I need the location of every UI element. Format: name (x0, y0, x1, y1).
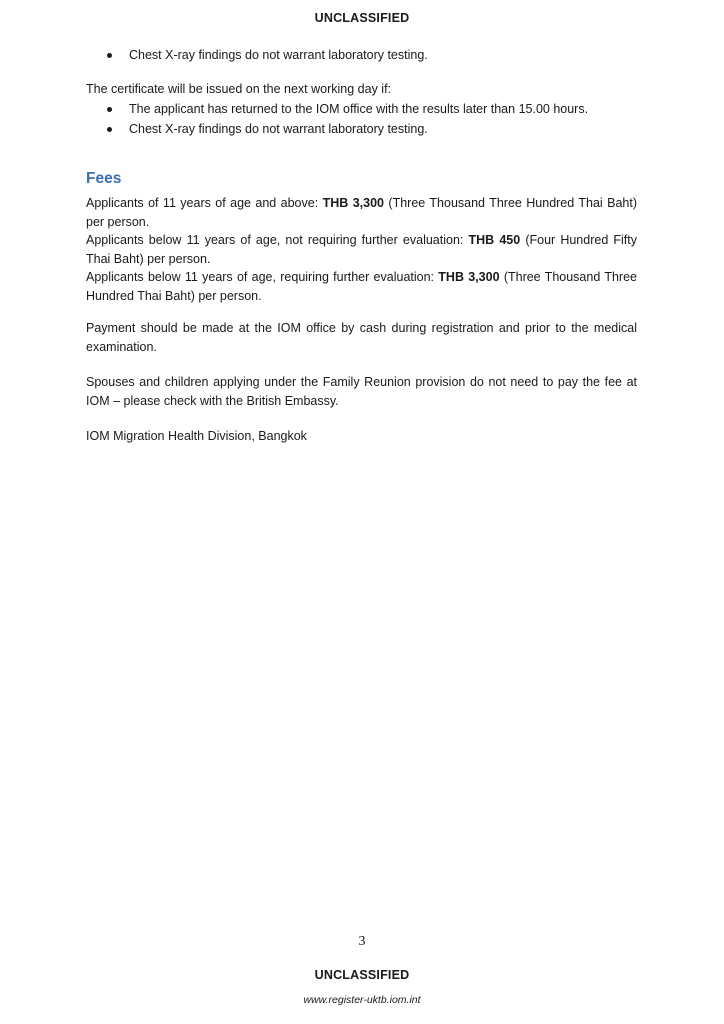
list-item: The applicant has returned to the IOM office with the results later than 15.00 hours. (105, 100, 588, 120)
fee-line-children-eval: Applicants below 11 years of age, requiring further evaluation: THB 3,300 (Three Thousand Three Hundred Thai Baht) per person. (86, 270, 637, 303)
list-item: Chest X-ray findings do not warrant laboratory testing. (105, 120, 588, 140)
spouses-paragraph: Spouses and children applying under the Family Reunion provision do not need to pay the fee at IOM – please check with the British Embassy. (86, 375, 637, 408)
list-item: Chest X-ray findings do not warrant laboratory testing. (105, 46, 428, 66)
certificate-intro: The certificate will be issued on the next working day if: (86, 82, 392, 96)
fee-line-adults: Applicants of 11 years of age and above: THB 3,300 (Three Thousand Three Hundred Thai Baht) per person. (86, 196, 638, 229)
payment-paragraph: Payment should be made at the IOM office by cash during registration and prior to the medical examination. (86, 321, 637, 354)
page-number: 3 (358, 934, 366, 949)
fees-details (86, 194, 637, 306)
fees-heading: Fees (86, 170, 122, 187)
footer-classification: UNCLASSIFIED (314, 968, 410, 982)
fee-amount: THB 3,300 (322, 196, 384, 210)
fee-line-children-no-eval: Applicants below 11 years of age, not requiring further evaluation: THB 450 (Four Hundred Fifty Thai Baht) per person. (86, 233, 638, 266)
fee-amount: THB 450 (468, 233, 521, 248)
fee-amount: THB 3,300 (438, 270, 500, 285)
signoff: IOM Migration Health Division, Bangkok (86, 429, 307, 443)
header-classification: UNCLASSIFIED (314, 11, 410, 25)
certificate-conditions-list (105, 100, 588, 139)
top-bullet-list (105, 46, 428, 66)
footer-url[interactable]: www.register-uktb.iom.int (303, 994, 421, 1006)
